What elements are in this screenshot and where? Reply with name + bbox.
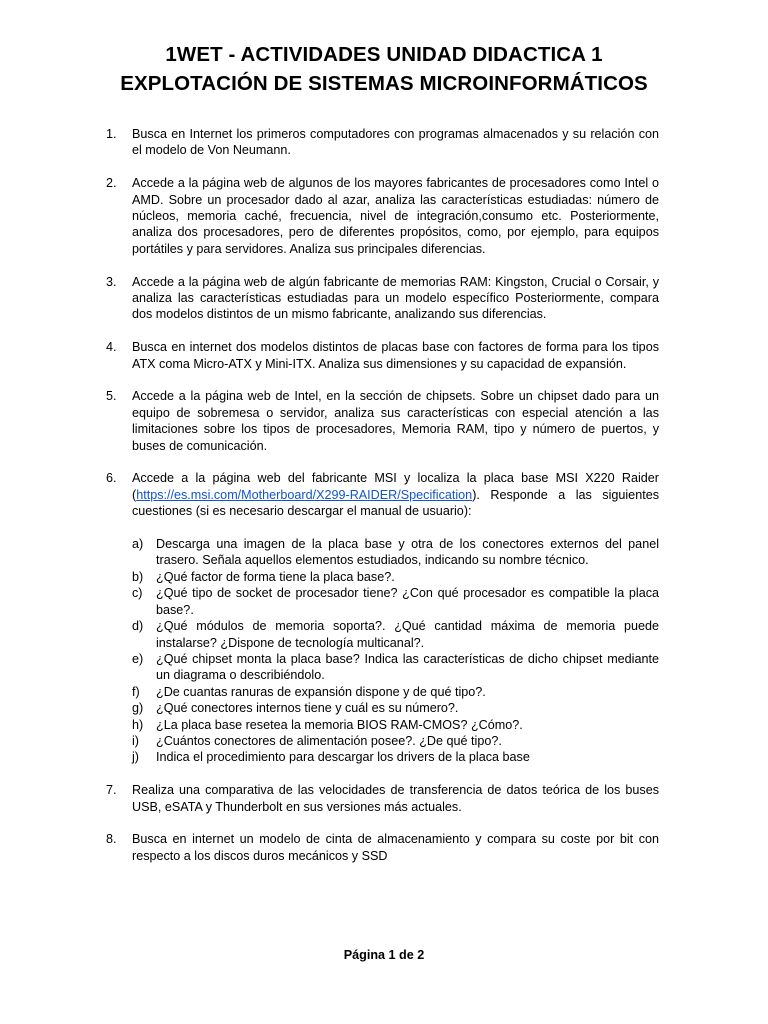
question-letter: h) [132,717,144,732]
activity-item [106,831,659,864]
question-text: ¿Qué chipset monta la placa base? Indica las características de dicho chipset mediante un diagrama o describiéndolo. [156,651,659,683]
question-item [132,536,659,569]
question-letter: g) [132,701,144,716]
question-item [132,700,659,716]
activity-item [106,388,659,454]
question-text: Descarga una imagen de la placa base y otra de los conectores externos del panel trasero. Señala aquellos elementos estudiados, indicando su nombre técnico. [156,537,659,568]
question-letter: c) [132,586,143,601]
activity-list [106,126,659,881]
question-letter: d) [132,619,144,634]
question-item [132,733,659,749]
item-number: 3. [106,274,117,289]
msi-spec-link[interactable]: https://es.msi.com/Motherboard/X299-RAIDER/Specification [136,487,473,502]
question-letter: f) [132,684,140,699]
question-letter: b) [132,569,144,584]
item-text: Accede a la página web de algún fabricante de memorias RAM: Kingston, Crucial o Corsair, y analiza las características estudiadas para un modelo específico Posteriormente, compara dos modelos distintos de un mismo fabricante, analizando sus diferencias. [132,274,659,322]
item-text-after-link: ). Responde a las siguientes cuestiones (si es necesario descargar el manual de usuario): [132,487,659,519]
question-letter: e) [132,651,144,666]
item-text: Accede a la página web de algunos de los mayores fabricantes de procesadores como Intel o AMD. Sobre un procesador dado al azar, analiza las características estudiadas: número de núcleos, memoria caché, frecuencia, nivel de integración,consumo etc. Posteriormente, analiza dos procesadores, pero de diferentes propósitos, como, por ejemplo, para equipos portátiles y para servidores. Analiza sus principales diferencias. [132,176,659,256]
item-number: 2. [106,176,117,191]
item-number: 6. [106,471,117,486]
question-text: ¿Qué factor de forma tiene la placa base?. [156,569,395,584]
activity-item [106,470,659,765]
question-text: ¿De cuantas ranuras de expansión dispone y de qué tipo?. [156,684,486,699]
question-letter: i) [132,733,139,748]
activity-item [106,782,659,815]
page-number: Página 1 de 2 [343,948,425,962]
question-item [132,585,659,618]
question-item [132,684,659,700]
question-text: ¿Qué conectores internos tiene y cuál es su número?. [156,701,459,716]
question-item [132,717,659,733]
question-text: ¿Qué módulos de memoria soporta?. ¿Qué cantidad máxima de memoria puede instalarse? ¿Dispone de tecnología multicanal?. [156,619,659,650]
question-item [132,569,659,585]
question-text: Indica el procedimiento para descargar los drivers de la placa base [156,750,530,765]
question-text: ¿La placa base resetea la memoria BIOS RAM-CMOS? ¿Cómo?. [156,717,523,732]
item-text: Busca en internet dos modelos distintos de placas base con factores de forma para los tipos ATX coma Micro-ATX y Mini-ITX. Analiza sus dimensiones y su capacidad de expansión. [132,340,659,371]
activity-item [106,175,659,257]
item-number: 7. [106,783,117,798]
question-item [132,749,659,765]
item-text: Accede a la página web de Intel, en la sección de chipsets. Sobre un chipset dado para un equipo de sobremesa o servidor, analiza sus características con especial atención a las limitaciones sobre los tipos de procesadores, Memoria RAM, tipo y número de puertos, y buses de comunicación. [132,389,659,453]
question-text: ¿Qué tipo de socket de procesador tiene? ¿Con qué procesador es compatible la placa base?. [156,586,659,617]
item-number: 5. [106,389,117,404]
question-text: ¿Cuántos conectores de alimentación posee?. ¿De qué tipo?. [156,733,502,748]
item-text: Realiza una comparativa de las velocidades de transferencia de datos teórica de los buses USB, eSATA y Thunderbolt en sus versiones más actuales. [132,783,659,814]
item-text-before-link: Accede a la página web del fabricante MSI y localiza la placa base MSI X220 Raider ( [132,471,659,502]
activity-item [106,274,659,323]
item-text: Busca en Internet los primeros computadores con programas almacenados y su relación con el modelo de Von Neumann. [132,127,659,158]
question-item [132,651,659,684]
item-number: 4. [106,340,117,355]
activity-item [106,126,659,159]
question-letter: j) [132,750,139,765]
activity-item [106,339,659,372]
item-number: 8. [106,832,117,847]
title-line-2: EXPLOTACIÓN DE SISTEMAS MICROINFORMÁTICOS [120,72,648,95]
item-text: Busca en internet un modelo de cinta de almacenamiento y compara su coste por bit con respecto a los discos duros mecánicos y SSD [132,832,659,863]
question-letter: a) [132,537,144,552]
question-item [132,618,659,651]
question-list [132,536,659,766]
title-line-1: 1WET - ACTIVIDADES UNIDAD DIDACTICA 1 [165,43,603,66]
document-title [0,40,768,98]
item-number: 1. [106,127,117,141]
